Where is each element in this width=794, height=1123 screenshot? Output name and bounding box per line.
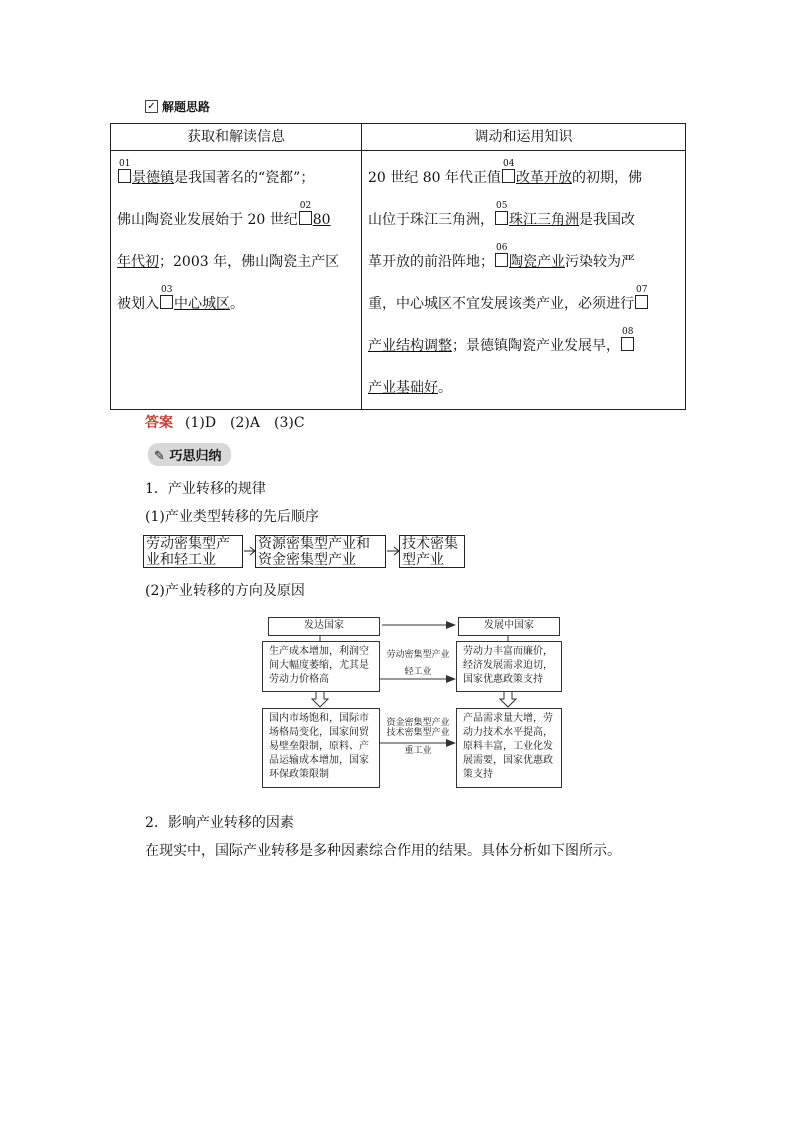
flow-developing-country: 发展中国家 — [458, 617, 560, 636]
flow-dev-reason-2: 国内市场饱和，国际市场格局变化，国家间贸易壁垒限制，原料、产品运输成本增加，国家环保政策限制 — [262, 708, 380, 788]
blank-marker: 03 — [160, 295, 173, 309]
arrow-right-icon — [387, 547, 399, 555]
blank-marker: 01 — [118, 169, 131, 183]
flow-label-tech: 技术密集型产业 — [386, 728, 450, 738]
heading-2: 2．影响产业转移的因素 — [145, 815, 294, 831]
seq-arrows — [243, 545, 403, 557]
seq-box-3: 技术密集型产业 — [399, 535, 465, 568]
flow-dev-reason-1: 生产成本增加，利润空间大幅度萎缩，尤其是劳动力价格高 — [262, 641, 380, 692]
table-header-right: 调动和运用知识 — [362, 124, 686, 151]
answer-line: 答案 (1)D (2)A (3)C — [145, 415, 305, 431]
hollow-arrow-down-icon — [500, 692, 516, 707]
flow-devg-reason-2: 产品需求量大增，劳动力技术水平提高，原料丰富，工业化发展需要，国家优惠政策支持 — [456, 708, 562, 788]
table-cell-left: 01 景德镇是我国著名的“瓷都”； 佛山陶瓷业发展始于 20 世纪 02 80 年代初；2003 年，佛山陶瓷主产区 被划入 03 中心城区。 — [111, 151, 362, 410]
paragraph-2: 在现实中，国际产业转移是多种因素综合作用的结果。具体分析如下图所示。 — [145, 843, 621, 859]
table-cell-right: 20 世纪 80 年代正值 04 改革开放的初期，佛 山位于珠江三角洲， 05 珠江三角洲是我国改 革开放的前沿阵地； 06 陶瓷产业污染较为严 重，中心城区不宜发展该类产业，必须进行 07 产业结构调整；景德镇陶瓷产业发展早， 08 产业基础好。 — [362, 151, 686, 410]
flow-label-capital: 资金密集型产业 — [386, 718, 450, 728]
flow-developed-country: 发达国家 — [268, 617, 380, 636]
arrow-right-icon — [244, 547, 255, 555]
flow-devg-reason-1: 劳动力丰富而廉价，经济发展需求迫切，国家优惠政策支持 — [456, 641, 562, 692]
blank-marker: 04 — [502, 169, 515, 183]
blank-marker: 07 — [635, 295, 648, 309]
blank-marker: 06 — [495, 253, 508, 267]
heading-1a: (1)产业类型转移的先后顺序 — [145, 509, 319, 525]
blank-marker: 02 — [299, 211, 312, 225]
analysis-table — [110, 123, 686, 410]
blank-marker: 05 — [495, 211, 508, 225]
section-header: ✓ 解题思路 — [145, 98, 210, 115]
checkbox-icon: ✓ — [145, 100, 158, 113]
seq-box-2: 资源密集型产业和资金密集型产业 — [255, 535, 386, 568]
flow-label-heavy: 重工业 — [404, 746, 432, 756]
flow-label-labor: 劳动密集型产业 — [386, 650, 450, 660]
pen-icon: ✎ — [154, 449, 165, 464]
heading-1: 1．产业转移的规律 — [145, 481, 266, 497]
table-header-left: 获取和解读信息 — [111, 124, 362, 151]
arrow-right-icon — [446, 621, 456, 629]
heading-1b: (2)产业转移的方向及原因 — [145, 583, 305, 599]
seq-box-1: 劳动密集型产业和轻工业 — [143, 535, 243, 568]
flow-label-light: 轻工业 — [404, 667, 432, 677]
summary-badge: ✎ 巧思归纳 — [148, 443, 231, 466]
hollow-arrow-down-icon — [312, 692, 328, 707]
blank-marker: 08 — [621, 337, 634, 351]
